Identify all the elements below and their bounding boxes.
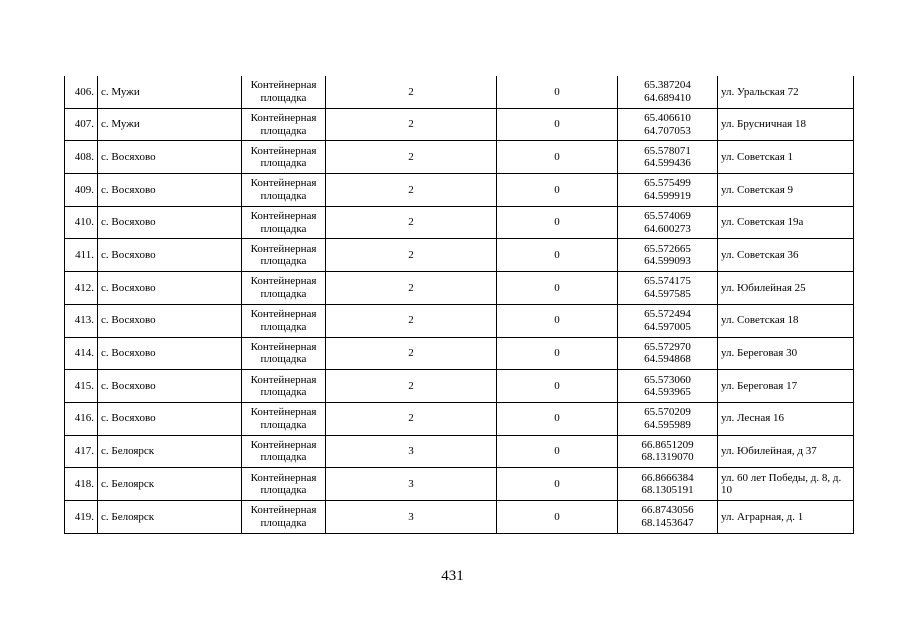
row-number-cell: 415. [65,370,98,403]
longitude: 64.599093 [644,255,691,268]
settlement-cell: с. Восяхово [98,239,242,272]
site-type-cell: Контейнерная площадка [242,435,326,468]
site-type-cell: Контейнерная площадка [242,337,326,370]
latitude: 65.578071 [644,144,691,157]
container-count-cell: 3 [326,468,497,501]
longitude: 64.599436 [644,157,691,170]
coordinates-cell [618,500,718,533]
row-number-cell: 414. [65,337,98,370]
settlement-cell: с. Восяхово [98,337,242,370]
container-count-cell: 2 [326,370,497,403]
latitude: 66.8651209 [641,438,694,451]
second-count-cell: 0 [497,402,618,435]
coordinates-cell [618,239,718,272]
container-count-cell: 2 [326,76,497,108]
address-cell: ул. Советская 19а [718,206,854,239]
address-cell: ул. Советская 1 [718,141,854,174]
table-row [65,174,854,207]
table-row [65,108,854,141]
coordinates-cell [618,337,718,370]
settlement-cell: с. Восяхово [98,402,242,435]
settlement-cell: с. Восяхово [98,141,242,174]
coordinates-cell [618,370,718,403]
longitude: 64.597585 [644,287,691,300]
latitude: 65.574175 [644,275,691,288]
table-row [65,304,854,337]
second-count-cell: 0 [497,435,618,468]
table-row [65,76,854,108]
settlement-cell: с. Мужи [98,108,242,141]
row-number-cell: 419. [65,500,98,533]
longitude: 68.1319070 [641,451,694,464]
latitude: 65.572494 [644,308,691,321]
coordinates-cell [618,108,718,141]
longitude: 64.594868 [644,353,691,366]
address-cell: ул. Юбилейная, д 37 [718,435,854,468]
container-count-cell: 2 [326,108,497,141]
coordinates-cell [618,468,718,501]
latitude: 66.8743056 [641,504,694,517]
site-type-cell: Контейнерная площадка [242,141,326,174]
table-row [65,402,854,435]
page-number: 431 [441,568,464,584]
address-cell: ул. Брусничная 18 [718,108,854,141]
latitude: 65.406610 [644,112,691,125]
address-cell: ул. Лесная 16 [718,402,854,435]
site-type-cell: Контейнерная площадка [242,206,326,239]
table-row [65,435,854,468]
latitude: 65.573060 [644,373,691,386]
second-count-cell: 0 [497,141,618,174]
second-count-cell: 0 [497,337,618,370]
settlement-cell: с. Восяхово [98,272,242,305]
latitude: 65.572970 [644,340,691,353]
coordinates-cell [618,206,718,239]
container-count-cell: 2 [326,141,497,174]
address-cell: ул. Юбилейная 25 [718,272,854,305]
table-row [65,370,854,403]
table-row [65,141,854,174]
address-cell: ул. Береговая 30 [718,337,854,370]
second-count-cell: 0 [497,239,618,272]
container-count-cell: 2 [326,174,497,207]
longitude: 64.707053 [644,124,691,137]
address-cell: ул. Советская 18 [718,304,854,337]
coordinates-cell [618,435,718,468]
second-count-cell: 0 [497,174,618,207]
container-count-cell: 3 [326,500,497,533]
table-row [65,239,854,272]
second-count-cell: 0 [497,76,618,108]
site-type-cell: Контейнерная площадка [242,174,326,207]
latitude: 65.575499 [644,177,691,190]
settlement-cell: с. Восяхово [98,206,242,239]
latitude: 65.572665 [644,242,691,255]
row-number-cell: 417. [65,435,98,468]
coordinates-cell [618,304,718,337]
container-count-cell: 2 [326,239,497,272]
settlement-cell: с. Восяхово [98,304,242,337]
row-number-cell: 410. [65,206,98,239]
longitude: 64.595989 [644,418,691,431]
site-type-cell: Контейнерная площадка [242,304,326,337]
second-count-cell: 0 [497,468,618,501]
longitude: 64.600273 [644,222,691,235]
row-number-cell: 416. [65,402,98,435]
row-number-cell: 411. [65,239,98,272]
table-row [65,337,854,370]
container-count-cell: 2 [326,337,497,370]
address-cell: ул. Советская 9 [718,174,854,207]
site-type-cell: Контейнерная площадка [242,370,326,403]
second-count-cell: 0 [497,500,618,533]
latitude: 66.8666384 [641,471,694,484]
row-number-cell: 413. [65,304,98,337]
settlement-cell: с. Белоярск [98,500,242,533]
address-cell: ул. Уральская 72 [718,76,854,108]
latitude: 65.570209 [644,406,691,419]
site-type-cell: Контейнерная площадка [242,76,326,108]
settlement-cell: с. Мужи [98,76,242,108]
second-count-cell: 0 [497,206,618,239]
longitude: 64.593965 [644,386,691,399]
second-count-cell: 0 [497,304,618,337]
coordinates-cell [618,76,718,108]
table-body [65,76,854,533]
row-number-cell: 409. [65,174,98,207]
coordinates-cell [618,174,718,207]
container-sites-table [64,76,854,534]
row-number-cell: 407. [65,108,98,141]
settlement-cell: с. Белоярск [98,435,242,468]
latitude: 65.574069 [644,210,691,223]
settlement-cell: с. Белоярск [98,468,242,501]
coordinates-cell [618,272,718,305]
table-row [65,206,854,239]
longitude: 64.689410 [644,91,691,104]
settlement-cell: с. Восяхово [98,174,242,207]
settlement-cell: с. Восяхово [98,370,242,403]
container-count-cell: 2 [326,304,497,337]
container-count-cell: 3 [326,435,497,468]
site-type-cell: Контейнерная площадка [242,468,326,501]
coordinates-cell [618,402,718,435]
container-count-cell: 2 [326,402,497,435]
latitude: 65.387204 [644,79,691,92]
address-cell: ул. Аграрная, д. 1 [718,500,854,533]
table-row [65,468,854,501]
row-number-cell: 406. [65,76,98,108]
address-cell: ул. Береговая 17 [718,370,854,403]
site-type-cell: Контейнерная площадка [242,108,326,141]
table-row [65,272,854,305]
second-count-cell: 0 [497,370,618,403]
address-cell: ул. 60 лет Победы, д. 8, д. 10 [718,468,854,501]
site-type-cell: Контейнерная площадка [242,500,326,533]
longitude: 68.1453647 [641,516,694,529]
longitude: 64.599919 [644,189,691,202]
container-count-cell: 2 [326,206,497,239]
longitude: 64.597005 [644,320,691,333]
row-number-cell: 412. [65,272,98,305]
site-type-cell: Контейнерная площадка [242,272,326,305]
row-number-cell: 408. [65,141,98,174]
second-count-cell: 0 [497,272,618,305]
longitude: 68.1305191 [641,484,694,497]
address-cell: ул. Советская 36 [718,239,854,272]
container-count-cell: 2 [326,272,497,305]
coordinates-cell [618,141,718,174]
row-number-cell: 418. [65,468,98,501]
table-row [65,500,854,533]
site-type-cell: Контейнерная площадка [242,239,326,272]
site-type-cell: Контейнерная площадка [242,402,326,435]
second-count-cell: 0 [497,108,618,141]
